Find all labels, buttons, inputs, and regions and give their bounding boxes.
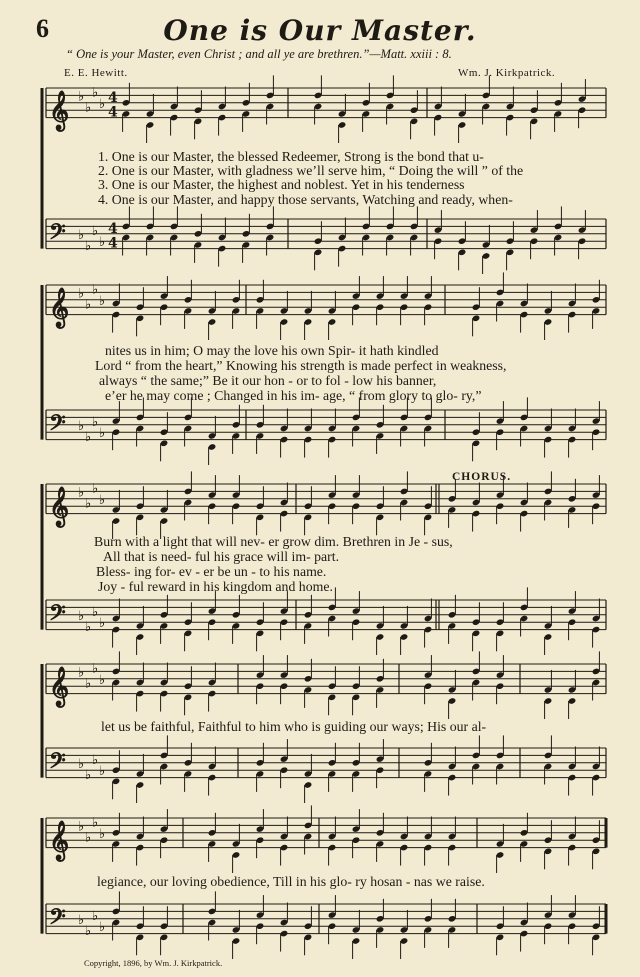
composer-credit: Wm. J. Kirkpatrick. bbox=[458, 67, 556, 79]
scripture-epigraph: “ One is your Master, even Christ ; and all ye are brethren.”—Matt. xxiii : 8. bbox=[66, 47, 452, 61]
flat-icon: ♭ bbox=[92, 605, 99, 621]
flat-icon: ♭ bbox=[78, 912, 85, 928]
flat-icon: ♭ bbox=[78, 819, 85, 835]
flat-icon: ♭ bbox=[78, 418, 85, 434]
time-signature: 4 bbox=[108, 104, 118, 121]
flat-icon: ♭ bbox=[78, 89, 85, 105]
flat-icon: ♭ bbox=[92, 661, 99, 677]
lyric-line-3-verse-2: All that is need- ful his grace will im- part. bbox=[103, 549, 340, 564]
flat-icon: ♭ bbox=[92, 481, 99, 497]
bass-clef-icon: 𝄢 bbox=[49, 220, 66, 251]
lyric-line-4: let us be faithful, Faithful to him who is guiding our ways; His our al- bbox=[101, 719, 487, 734]
flat-icon: ♭ bbox=[92, 753, 99, 769]
treble-clef-icon: 𝄞 bbox=[49, 486, 70, 527]
flat-icon: ♭ bbox=[99, 672, 106, 688]
lyric-line-2-verse-3: always “ the same;” Be it our hon - or to fol - low his banner, bbox=[99, 373, 437, 388]
flat-icon: ♭ bbox=[85, 100, 92, 116]
treble-clef-icon: 𝄞 bbox=[49, 666, 70, 707]
treble-clef-icon: 𝄞 bbox=[49, 820, 70, 861]
flat-icon: ♭ bbox=[78, 485, 85, 501]
lyric-line-3-verse-1: Burn with a light that will nev- er grow dim. Brethren in Je - sus, bbox=[94, 534, 453, 549]
flat-icon: ♭ bbox=[99, 96, 106, 112]
flat-icon: ♭ bbox=[85, 676, 92, 692]
flat-icon: ♭ bbox=[99, 426, 106, 442]
flat-icon: ♭ bbox=[99, 764, 106, 780]
flat-icon: ♭ bbox=[78, 286, 85, 302]
time-signature: 4 bbox=[108, 235, 118, 252]
flat-icon: ♭ bbox=[78, 227, 85, 243]
flat-icon: ♭ bbox=[85, 767, 92, 783]
lyric-line-3-verse-4: Joy - ful reward in his kingdom and home. bbox=[98, 579, 333, 594]
time-signature: 4 bbox=[108, 220, 118, 237]
flat-icon: ♭ bbox=[85, 297, 92, 313]
lyric-line-2-verse-1: nites us in him; O may the love his own Spir- it hath kindled bbox=[105, 343, 439, 358]
flat-icon: ♭ bbox=[85, 496, 92, 512]
flat-icon: ♭ bbox=[92, 282, 99, 298]
flat-icon: ♭ bbox=[99, 920, 106, 936]
flat-icon: ♭ bbox=[99, 616, 106, 632]
bass-clef-icon: 𝄢 bbox=[49, 905, 66, 936]
flat-icon: ♭ bbox=[78, 608, 85, 624]
hymn-title: One is Our Master. bbox=[163, 14, 477, 47]
flat-icon: ♭ bbox=[78, 665, 85, 681]
flat-icon: ♭ bbox=[85, 830, 92, 846]
flat-icon: ♭ bbox=[92, 224, 99, 240]
flat-icon: ♭ bbox=[99, 492, 106, 508]
flat-icon: ♭ bbox=[92, 415, 99, 431]
lyric-line-1-verse-3: 3. One is our Master, the highest and noblest. Yet in his tenderness bbox=[98, 177, 465, 192]
flat-icon: ♭ bbox=[99, 235, 106, 251]
flat-icon: ♭ bbox=[85, 429, 92, 445]
lyric-line-1-verse-1: 1. One is our Master, the blessed Redeemer, Strong is the bond that u- bbox=[98, 149, 484, 164]
copyright-notice: Copyright, 1896, by Wm. J. Kirkpatrick. bbox=[84, 958, 223, 968]
flat-icon: ♭ bbox=[85, 923, 92, 939]
bass-clef-icon: 𝄢 bbox=[49, 749, 66, 780]
treble-clef-icon: 𝄞 bbox=[49, 287, 70, 328]
time-signature: 4 bbox=[108, 89, 118, 106]
lyric-line-2-verse-2: Lord “ from the heart,” Knowing his strength is made perfect in weakness, bbox=[95, 358, 507, 373]
flat-icon: ♭ bbox=[85, 619, 92, 635]
chorus-label: CHORUS. bbox=[452, 471, 512, 483]
lyricist-credit: E. E. Hewitt. bbox=[64, 67, 128, 79]
lyric-line-1-verse-2: 2. One is our Master, with gladness we’ll serve him, “ Doing the will ” of the bbox=[98, 163, 524, 178]
flat-icon: ♭ bbox=[85, 238, 92, 254]
bass-clef-icon: 𝄢 bbox=[49, 411, 66, 442]
lyric-line-3-verse-3: Bless- ing for- ev - er be un - to his name. bbox=[96, 564, 327, 579]
flat-icon: ♭ bbox=[92, 909, 99, 925]
lyric-line-2-verse-4: e’er he may come ; Changed in his im- age, “ from glory to glo- ry,” bbox=[105, 388, 482, 403]
lyric-line-5: legiance, our loving obedience, Till in his glo- ry hosan - nas we raise. bbox=[97, 874, 485, 889]
lyric-line-1-verse-4: 4. One is our Master, and happy those servants, Watching and ready, when- bbox=[98, 192, 513, 207]
flat-icon: ♭ bbox=[92, 85, 99, 101]
flat-icon: ♭ bbox=[92, 815, 99, 831]
bass-clef-icon: 𝄢 bbox=[49, 601, 66, 632]
flat-icon: ♭ bbox=[78, 756, 85, 772]
page-number: 6 bbox=[36, 14, 49, 43]
flat-icon: ♭ bbox=[99, 293, 106, 309]
flat-icon: ♭ bbox=[99, 826, 106, 842]
treble-clef-icon: 𝄞 bbox=[49, 90, 70, 131]
